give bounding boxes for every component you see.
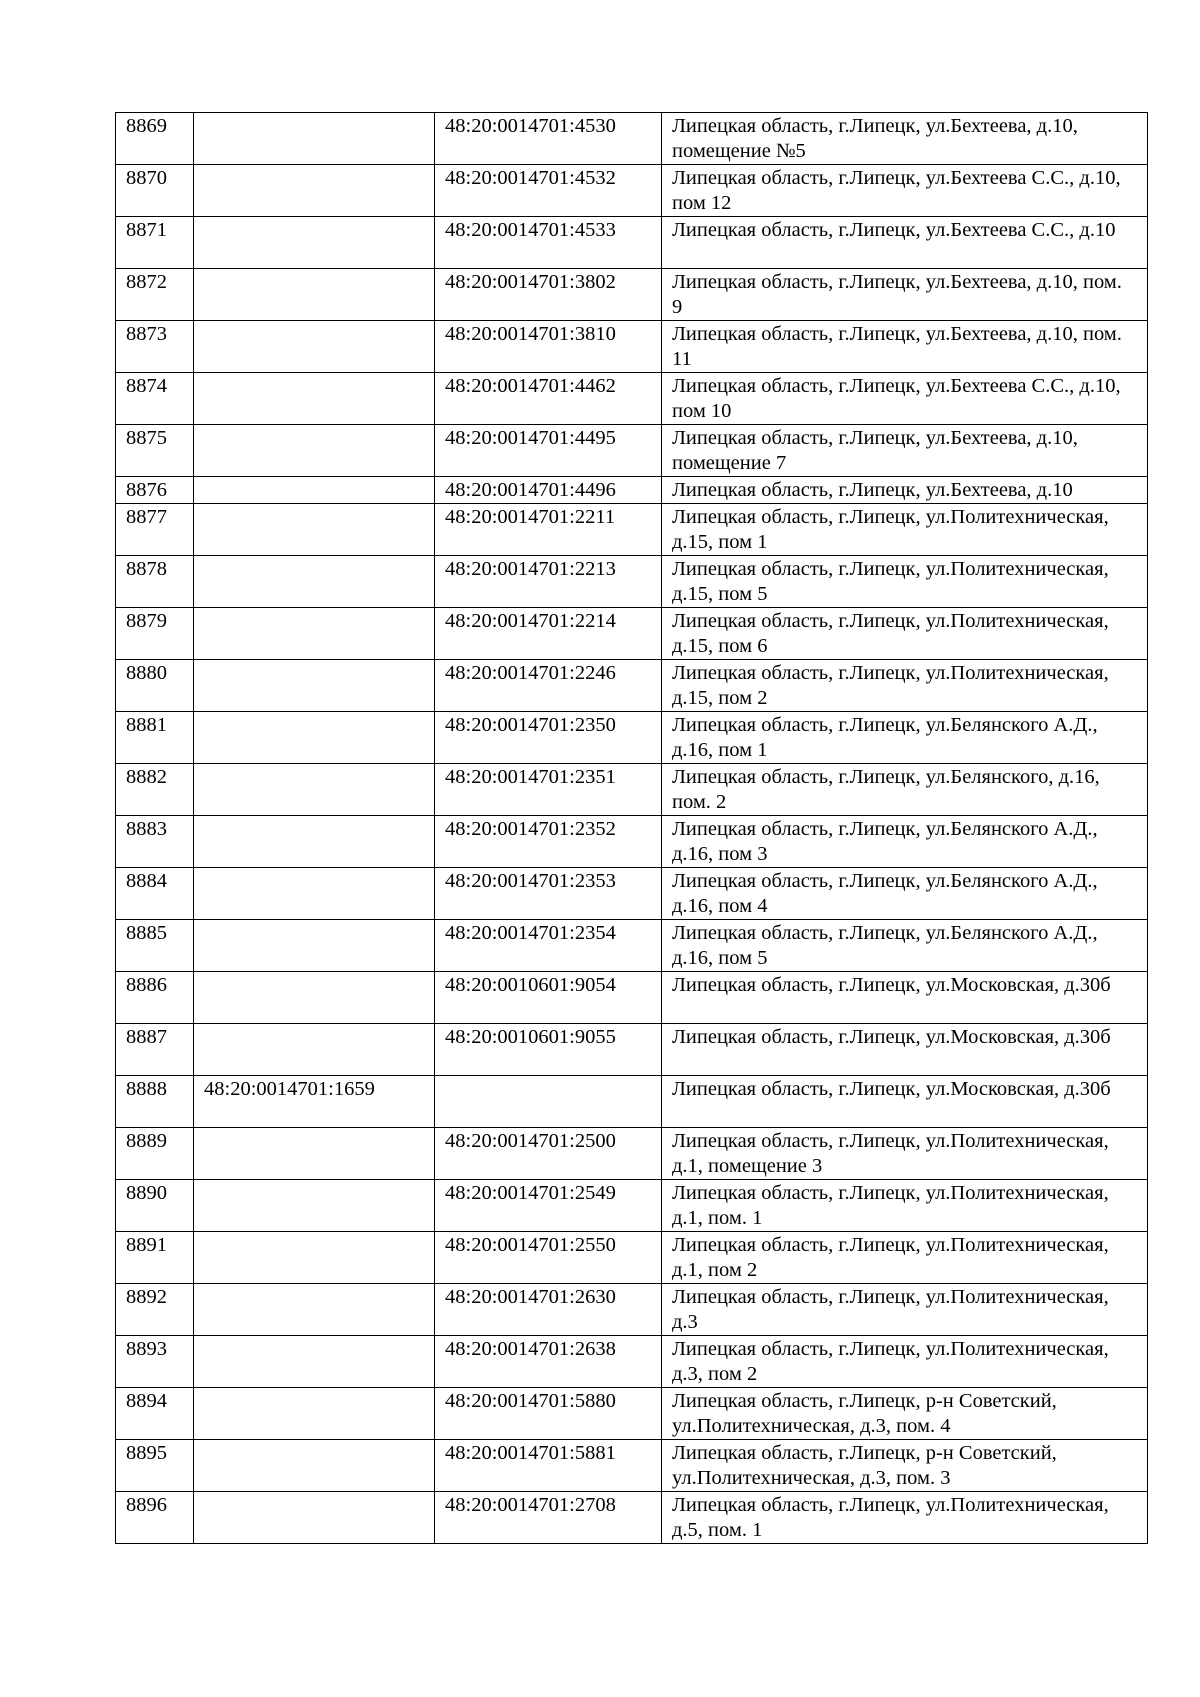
row-number-cell: 8880 [116, 660, 194, 712]
address-cell: Липецкая область, г.Липецк, ул.Белянского А.Д., д.16, пом 5 [662, 920, 1148, 972]
row-number-cell: 8884 [116, 868, 194, 920]
table-row [116, 1024, 1148, 1076]
table-row [116, 972, 1148, 1024]
object-cadastral-number-cell: 48:20:0014701:5881 [435, 1440, 662, 1492]
table-row [116, 608, 1148, 660]
land-cadastral-number-cell: 48:20:0014701:1659 [194, 1076, 435, 1128]
row-number-cell: 8883 [116, 816, 194, 868]
land-cadastral-number-cell [194, 972, 435, 1024]
row-number-cell: 8892 [116, 1284, 194, 1336]
table-row [116, 217, 1148, 269]
land-cadastral-number-cell [194, 1388, 435, 1440]
address-cell: Липецкая область, г.Липецк, ул.Политехническая, д.3, пом 2 [662, 1336, 1148, 1388]
table-row [116, 660, 1148, 712]
table-row [116, 504, 1148, 556]
land-cadastral-number-cell [194, 425, 435, 477]
address-cell: Липецкая область, г.Липецк, ул.Бехтеева С.С., д.10, пом 10 [662, 373, 1148, 425]
table-row [116, 1336, 1148, 1388]
address-cell: Липецкая область, г.Липецк, ул.Белянского А.Д., д.16, пом 4 [662, 868, 1148, 920]
row-number-cell: 8875 [116, 425, 194, 477]
address-cell: Липецкая область, г.Липецк, ул.Политехническая, д.3 [662, 1284, 1148, 1336]
object-cadastral-number-cell: 48:20:0014701:3802 [435, 269, 662, 321]
land-cadastral-number-cell [194, 1180, 435, 1232]
table-row [116, 920, 1148, 972]
land-cadastral-number-cell [194, 920, 435, 972]
row-number-cell: 8874 [116, 373, 194, 425]
object-cadastral-number-cell [435, 1076, 662, 1128]
address-cell: Липецкая область, г.Липецк, ул.Политехническая, д.15, пом 5 [662, 556, 1148, 608]
object-cadastral-number-cell: 48:20:0014701:3810 [435, 321, 662, 373]
address-cell: Липецкая область, г.Липецк, ул.Бехтеева С.С., д.10 [662, 217, 1148, 269]
row-number-cell: 8876 [116, 477, 194, 504]
address-cell: Липецкая область, г.Липецк, ул.Политехническая, д.1, пом. 1 [662, 1180, 1148, 1232]
row-number-cell: 8872 [116, 269, 194, 321]
address-cell: Липецкая область, г.Липецк, ул.Белянского А.Д., д.16, пом 3 [662, 816, 1148, 868]
address-cell: Липецкая область, г.Липецк, р-н Советский, ул.Политехническая, д.3, пом. 3 [662, 1440, 1148, 1492]
row-number-cell: 8869 [116, 113, 194, 165]
row-number-cell: 8877 [116, 504, 194, 556]
table-row [116, 425, 1148, 477]
object-cadastral-number-cell: 48:20:0014701:4495 [435, 425, 662, 477]
object-cadastral-number-cell: 48:20:0014701:2630 [435, 1284, 662, 1336]
object-cadastral-number-cell: 48:20:0014701:2352 [435, 816, 662, 868]
row-number-cell: 8878 [116, 556, 194, 608]
table-row [116, 165, 1148, 217]
land-cadastral-number-cell [194, 113, 435, 165]
table-row [116, 712, 1148, 764]
row-number-cell: 8890 [116, 1180, 194, 1232]
land-cadastral-number-cell [194, 1232, 435, 1284]
row-number-cell: 8881 [116, 712, 194, 764]
table-row [116, 1388, 1148, 1440]
land-cadastral-number-cell [194, 1440, 435, 1492]
table-row [116, 1492, 1148, 1544]
land-cadastral-number-cell [194, 217, 435, 269]
object-cadastral-number-cell: 48:20:0014701:2638 [435, 1336, 662, 1388]
object-cadastral-number-cell: 48:20:0010601:9054 [435, 972, 662, 1024]
object-cadastral-number-cell: 48:20:0014701:4530 [435, 113, 662, 165]
address-cell: Липецкая область, г.Липецк, ул.Политехническая, д.1, помещение 3 [662, 1128, 1148, 1180]
land-cadastral-number-cell [194, 816, 435, 868]
land-cadastral-number-cell [194, 165, 435, 217]
object-cadastral-number-cell: 48:20:0014701:4533 [435, 217, 662, 269]
land-cadastral-number-cell [194, 712, 435, 764]
land-cadastral-number-cell [194, 868, 435, 920]
land-cadastral-number-cell [194, 269, 435, 321]
row-number-cell: 8886 [116, 972, 194, 1024]
land-cadastral-number-cell [194, 556, 435, 608]
land-cadastral-number-cell [194, 764, 435, 816]
land-cadastral-number-cell [194, 1492, 435, 1544]
row-number-cell: 8896 [116, 1492, 194, 1544]
row-number-cell: 8895 [116, 1440, 194, 1492]
table-row [116, 1128, 1148, 1180]
table-row [116, 373, 1148, 425]
land-cadastral-number-cell [194, 477, 435, 504]
address-cell: Липецкая область, г.Липецк, ул.Бехтеева, д.10, пом. 9 [662, 269, 1148, 321]
address-cell: Липецкая область, г.Липецк, ул.Бехтеева, д.10, помещение №5 [662, 113, 1148, 165]
object-cadastral-number-cell: 48:20:0014701:4496 [435, 477, 662, 504]
table-row [116, 1232, 1148, 1284]
object-cadastral-number-cell: 48:20:0014701:2350 [435, 712, 662, 764]
address-cell: Липецкая область, г.Липецк, ул.Бехтеева, д.10, помещение 7 [662, 425, 1148, 477]
object-cadastral-number-cell: 48:20:0014701:5880 [435, 1388, 662, 1440]
land-cadastral-number-cell [194, 608, 435, 660]
row-number-cell: 8893 [116, 1336, 194, 1388]
address-cell: Липецкая область, г.Липецк, ул.Московская, д.30б [662, 1024, 1148, 1076]
row-number-cell: 8894 [116, 1388, 194, 1440]
address-cell: Липецкая область, г.Липецк, ул.Политехническая, д.15, пом 6 [662, 608, 1148, 660]
address-cell: Липецкая область, г.Липецк, ул.Московская, д.30б [662, 1076, 1148, 1128]
address-cell: Липецкая область, г.Липецк, ул.Политехническая, д.15, пом 2 [662, 660, 1148, 712]
address-cell: Липецкая область, г.Липецк, ул.Политехническая, д.1, пом 2 [662, 1232, 1148, 1284]
row-number-cell: 8887 [116, 1024, 194, 1076]
address-cell: Липецкая область, г.Липецк, ул.Бехтеева, д.10 [662, 477, 1148, 504]
row-number-cell: 8873 [116, 321, 194, 373]
object-cadastral-number-cell: 48:20:0014701:2214 [435, 608, 662, 660]
object-cadastral-number-cell: 48:20:0014701:4462 [435, 373, 662, 425]
row-number-cell: 8889 [116, 1128, 194, 1180]
address-cell: Липецкая область, г.Липецк, р-н Советский, ул.Политехническая, д.3, пом. 4 [662, 1388, 1148, 1440]
table-row [116, 556, 1148, 608]
table-row [116, 1440, 1148, 1492]
address-cell: Липецкая область, г.Липецк, ул.Бехтеева С.С., д.10, пом 12 [662, 165, 1148, 217]
land-cadastral-number-cell [194, 504, 435, 556]
address-cell: Липецкая область, г.Липецк, ул.Московская, д.30б [662, 972, 1148, 1024]
land-cadastral-number-cell [194, 1128, 435, 1180]
object-cadastral-number-cell: 48:20:0014701:2351 [435, 764, 662, 816]
object-cadastral-number-cell: 48:20:0014701:4532 [435, 165, 662, 217]
address-cell: Липецкая область, г.Липецк, ул.Белянского, д.16, пом. 2 [662, 764, 1148, 816]
land-cadastral-number-cell [194, 660, 435, 712]
object-cadastral-number-cell: 48:20:0014701:2549 [435, 1180, 662, 1232]
property-registry-table [115, 112, 1148, 1544]
table-row [116, 1076, 1148, 1128]
object-cadastral-number-cell: 48:20:0014701:2550 [435, 1232, 662, 1284]
table-row [116, 764, 1148, 816]
address-cell: Липецкая область, г.Липецк, ул.Белянского А.Д., д.16, пом 1 [662, 712, 1148, 764]
row-number-cell: 8870 [116, 165, 194, 217]
object-cadastral-number-cell: 48:20:0014701:2213 [435, 556, 662, 608]
land-cadastral-number-cell [194, 321, 435, 373]
address-cell: Липецкая область, г.Липецк, ул.Политехническая, д.5, пом. 1 [662, 1492, 1148, 1544]
table-row [116, 477, 1148, 504]
object-cadastral-number-cell: 48:20:0014701:2708 [435, 1492, 662, 1544]
land-cadastral-number-cell [194, 373, 435, 425]
row-number-cell: 8885 [116, 920, 194, 972]
table-row [116, 816, 1148, 868]
row-number-cell: 8871 [116, 217, 194, 269]
table-row [116, 269, 1148, 321]
row-number-cell: 8882 [116, 764, 194, 816]
table-row [116, 1180, 1148, 1232]
address-cell: Липецкая область, г.Липецк, ул.Политехническая, д.15, пом 1 [662, 504, 1148, 556]
object-cadastral-number-cell: 48:20:0014701:2354 [435, 920, 662, 972]
object-cadastral-number-cell: 48:20:0010601:9055 [435, 1024, 662, 1076]
row-number-cell: 8879 [116, 608, 194, 660]
land-cadastral-number-cell [194, 1024, 435, 1076]
object-cadastral-number-cell: 48:20:0014701:2211 [435, 504, 662, 556]
table-row [116, 321, 1148, 373]
table-row [116, 113, 1148, 165]
address-cell: Липецкая область, г.Липецк, ул.Бехтеева, д.10, пом. 11 [662, 321, 1148, 373]
object-cadastral-number-cell: 48:20:0014701:2246 [435, 660, 662, 712]
object-cadastral-number-cell: 48:20:0014701:2353 [435, 868, 662, 920]
row-number-cell: 8888 [116, 1076, 194, 1128]
object-cadastral-number-cell: 48:20:0014701:2500 [435, 1128, 662, 1180]
row-number-cell: 8891 [116, 1232, 194, 1284]
table-row [116, 868, 1148, 920]
table-row [116, 1284, 1148, 1336]
land-cadastral-number-cell [194, 1284, 435, 1336]
land-cadastral-number-cell [194, 1336, 435, 1388]
